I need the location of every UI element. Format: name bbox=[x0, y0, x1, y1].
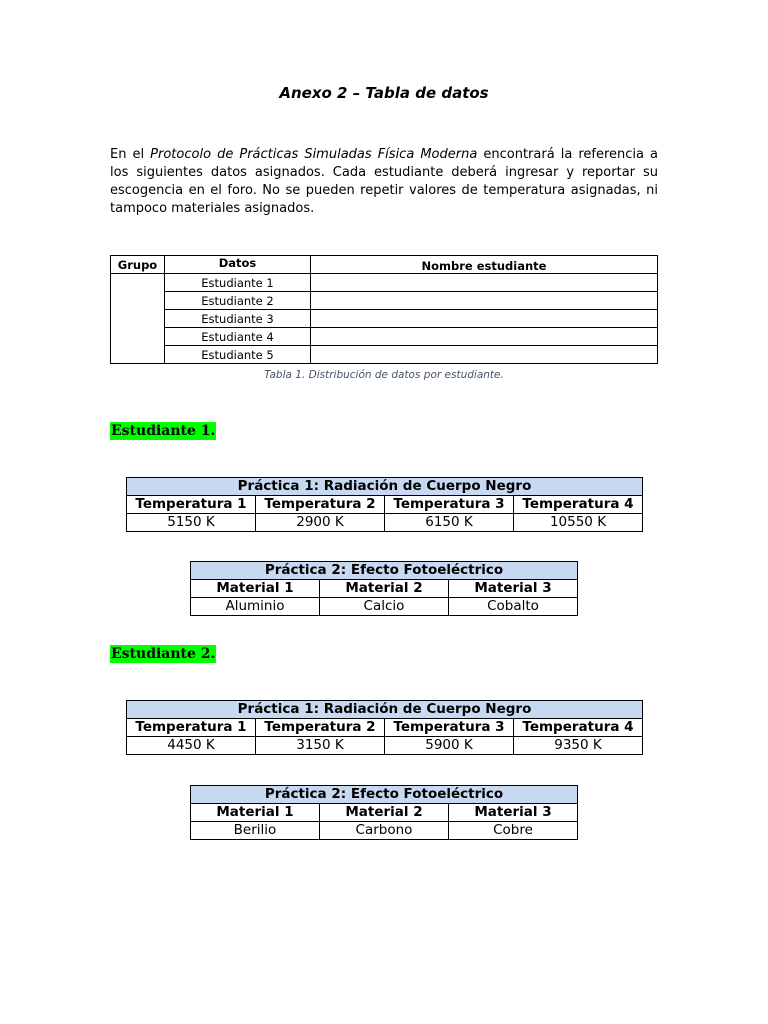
datos-cell: Estudiante 4 bbox=[165, 328, 311, 346]
protocol-name: Protocolo de Prácticas Simuladas Física Moderna bbox=[150, 147, 478, 162]
temperatura-value: 3150 K bbox=[256, 737, 385, 755]
material-header: Material 1 bbox=[191, 804, 320, 822]
practica-1-title: Práctica 1: Radiación de Cuerpo Negro bbox=[127, 701, 643, 719]
student-2-practica-1-table bbox=[126, 700, 643, 755]
student-assignment-table bbox=[110, 255, 658, 364]
material-header: Material 1 bbox=[191, 580, 320, 598]
temperatura-header: Temperatura 2 bbox=[256, 496, 385, 514]
material-header: Material 3 bbox=[449, 804, 578, 822]
material-value: Cobalto bbox=[449, 598, 578, 616]
temperatura-header: Temperatura 1 bbox=[127, 496, 256, 514]
temperatura-header: Temperatura 4 bbox=[514, 496, 643, 514]
material-value: Aluminio bbox=[191, 598, 320, 616]
temperatura-header: Temperatura 3 bbox=[385, 496, 514, 514]
temperatura-value: 4450 K bbox=[127, 737, 256, 755]
temperatura-value: 9350 K bbox=[514, 737, 643, 755]
student-1-heading: Estudiante 1. bbox=[111, 423, 216, 439]
temperatura-value: 2900 K bbox=[256, 514, 385, 532]
temperatura-value: 10550 K bbox=[514, 514, 643, 532]
material-value: Berilio bbox=[191, 822, 320, 840]
intro-text-start: En el bbox=[110, 147, 151, 162]
table-row bbox=[111, 328, 658, 346]
student-2-practica-2-table bbox=[190, 785, 578, 840]
table-row bbox=[111, 346, 658, 364]
assignment-header-row bbox=[111, 256, 658, 274]
practica-1-title: Práctica 1: Radiación de Cuerpo Negro bbox=[127, 478, 643, 496]
datos-cell: Estudiante 5 bbox=[165, 346, 311, 364]
temperatura-value: 6150 K bbox=[385, 514, 514, 532]
nombre-estudiante-cell[interactable] bbox=[311, 274, 658, 292]
table-row bbox=[111, 310, 658, 328]
temperatura-value: 5900 K bbox=[385, 737, 514, 755]
material-header: Material 2 bbox=[320, 580, 449, 598]
material-value: Calcio bbox=[320, 598, 449, 616]
header-datos: Datos bbox=[165, 256, 311, 274]
temperatura-value: 5150 K bbox=[127, 514, 256, 532]
nombre-estudiante-cell[interactable] bbox=[311, 292, 658, 310]
temperatura-header: Temperatura 3 bbox=[385, 719, 514, 737]
material-value: Carbono bbox=[320, 822, 449, 840]
material-header: Material 2 bbox=[320, 804, 449, 822]
temperatura-header: Temperatura 1 bbox=[127, 719, 256, 737]
intro-text-end: encontrará la referencia a los siguientes datos asignados. Cada estudiante deberá ingresar y reportar su escogencia en el foro. No se pueden repetir valores de temperatura asignadas, ni tampoco materiales asignados. bbox=[110, 147, 659, 216]
practica-2-title: Práctica 2: Efecto Fotoeléctrico bbox=[191, 786, 578, 804]
student-1-practica-2-table bbox=[190, 561, 578, 616]
grupo-cell[interactable] bbox=[111, 274, 165, 364]
page-title: Anexo 2 – Tabla de datos bbox=[279, 84, 489, 102]
student-2-heading: Estudiante 2. bbox=[111, 646, 216, 662]
temperatura-header: Temperatura 4 bbox=[514, 719, 643, 737]
practica-2-title: Práctica 2: Efecto Fotoeléctrico bbox=[191, 562, 578, 580]
material-value: Cobre bbox=[449, 822, 578, 840]
datos-cell: Estudiante 1 bbox=[165, 274, 311, 292]
datos-cell: Estudiante 2 bbox=[165, 292, 311, 310]
table-caption: Tabla 1. Distribución de datos por estudiante. bbox=[264, 369, 504, 381]
nombre-estudiante-cell[interactable] bbox=[311, 328, 658, 346]
nombre-estudiante-cell[interactable] bbox=[311, 346, 658, 364]
intro-paragraph bbox=[110, 146, 658, 218]
header-nombre-estudiante: Nombre estudiante bbox=[311, 256, 658, 274]
material-header: Material 3 bbox=[449, 580, 578, 598]
datos-cell: Estudiante 3 bbox=[165, 310, 311, 328]
student-1-practica-1-table bbox=[126, 477, 643, 532]
table-row bbox=[111, 274, 658, 292]
nombre-estudiante-cell[interactable] bbox=[311, 310, 658, 328]
table-row bbox=[111, 292, 658, 310]
temperatura-header: Temperatura 2 bbox=[256, 719, 385, 737]
header-grupo: Grupo bbox=[111, 256, 165, 274]
